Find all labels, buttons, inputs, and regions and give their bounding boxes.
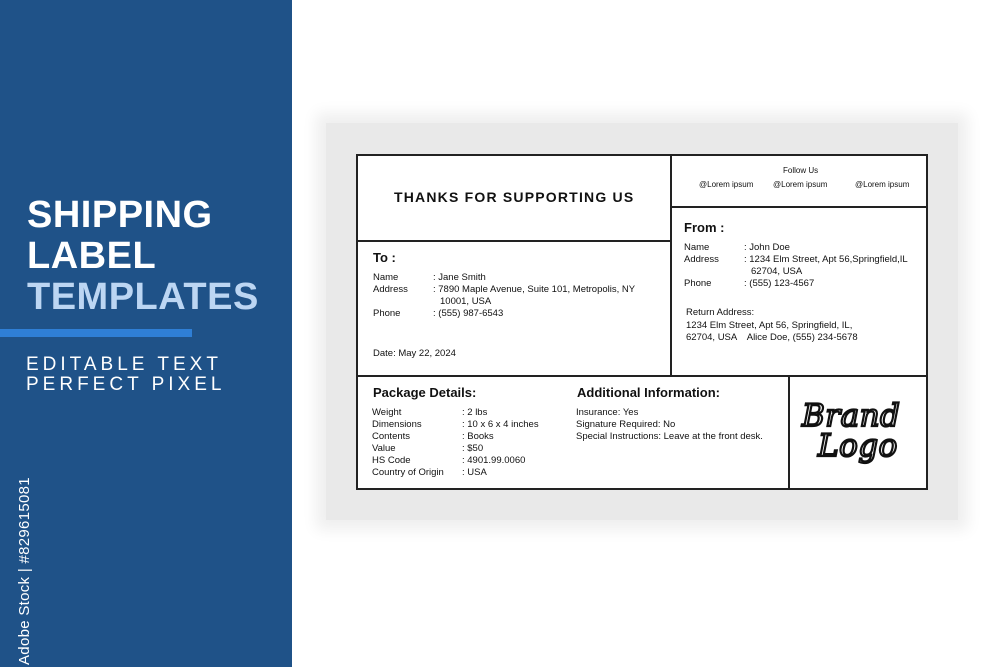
divider-follow-bottom bbox=[672, 206, 928, 208]
divider-middle bbox=[358, 375, 928, 377]
to-address-line-1: : 7890 Maple Avenue, Suite 101, Metropolis, NY bbox=[433, 284, 636, 295]
thanks-heading: THANKS FOR SUPPORTING US bbox=[394, 189, 635, 205]
brand-logo-line-2: Logo bbox=[818, 428, 898, 464]
to-phone: : (555) 987-6543 bbox=[433, 308, 504, 319]
from-address-label: Address bbox=[684, 254, 719, 265]
divider-vertical-bottom bbox=[788, 377, 790, 490]
package-label: Weight bbox=[372, 407, 402, 418]
from-name-label: Name bbox=[684, 242, 710, 253]
divider-vertical-top bbox=[670, 156, 672, 376]
accent-divider bbox=[0, 329, 192, 337]
package-label: Dimensions bbox=[372, 419, 422, 430]
return-address-title: Return Address: bbox=[686, 307, 755, 318]
divider-thanks-bottom bbox=[358, 240, 670, 242]
to-name: : Jane Smith bbox=[433, 272, 486, 283]
package-value: : 4901.99.0060 bbox=[462, 455, 526, 466]
return-address-line-1: 1234 Elm Street, Apt 56, Springfield, IL, bbox=[686, 320, 853, 331]
package-value: : Books bbox=[462, 431, 494, 442]
from-name: : John Doe bbox=[744, 242, 790, 253]
from-phone-label: Phone bbox=[684, 278, 712, 289]
package-value: : $50 bbox=[462, 443, 484, 454]
social-handle: @Lorem ipsum bbox=[699, 180, 754, 189]
promo-panel bbox=[0, 0, 292, 667]
social-handle: @Lorem ipsum bbox=[773, 180, 828, 189]
from-phone: : (555) 123-4567 bbox=[744, 278, 815, 289]
ship-date: Date: May 22, 2024 bbox=[373, 348, 456, 359]
package-label: HS Code bbox=[372, 455, 411, 466]
additional-line: Insurance: Yes bbox=[576, 407, 639, 418]
package-value: : 10 x 6 x 4 inches bbox=[462, 419, 539, 430]
return-address-line-2: 62704, USA Alice Doe, (555) 234-5678 bbox=[686, 332, 858, 343]
package-label: Value bbox=[372, 443, 396, 454]
additional-line: Signature Required: No bbox=[576, 419, 676, 430]
from-address-line-2: 62704, USA bbox=[751, 266, 803, 277]
to-phone-label: Phone bbox=[373, 308, 401, 319]
promo-title-line-2: LABEL bbox=[27, 235, 157, 277]
package-title: Package Details: bbox=[373, 385, 477, 400]
social-handle: @Lorem ipsum bbox=[855, 180, 910, 189]
package-value: : USA bbox=[462, 467, 487, 478]
promo-subtitle-line-1: EDITABLE TEXT bbox=[26, 354, 222, 375]
shipping-label bbox=[356, 154, 928, 490]
stock-id-text: Adobe Stock | #829615081 bbox=[16, 477, 33, 665]
package-label: Contents bbox=[372, 431, 411, 442]
brand-logo bbox=[796, 392, 916, 472]
to-address-label: Address bbox=[373, 284, 408, 295]
promo-subtitle-line-2: PERFECT PIXEL bbox=[26, 374, 226, 395]
promo-title-line-3: TEMPLATES bbox=[27, 276, 259, 318]
promo-title-line-1: SHIPPING bbox=[27, 194, 213, 236]
to-title: To : bbox=[373, 250, 396, 265]
additional-line: Special Instructions: Leave at the front desk. bbox=[576, 431, 763, 442]
package-label: Country of Origin bbox=[372, 467, 444, 478]
stock-id-container bbox=[13, 435, 33, 665]
additional-title: Additional Information: bbox=[577, 385, 720, 400]
to-address-line-2: 10001, USA bbox=[440, 296, 492, 307]
follow-us-title: Follow Us bbox=[783, 166, 819, 175]
from-title: From : bbox=[684, 220, 725, 235]
brand-logo-line-1: Brand bbox=[802, 398, 901, 434]
from-address-line-1: : 1234 Elm Street, Apt 56,Springfield,IL bbox=[744, 254, 908, 265]
to-name-label: Name bbox=[373, 272, 399, 283]
package-value: : 2 lbs bbox=[462, 407, 488, 418]
